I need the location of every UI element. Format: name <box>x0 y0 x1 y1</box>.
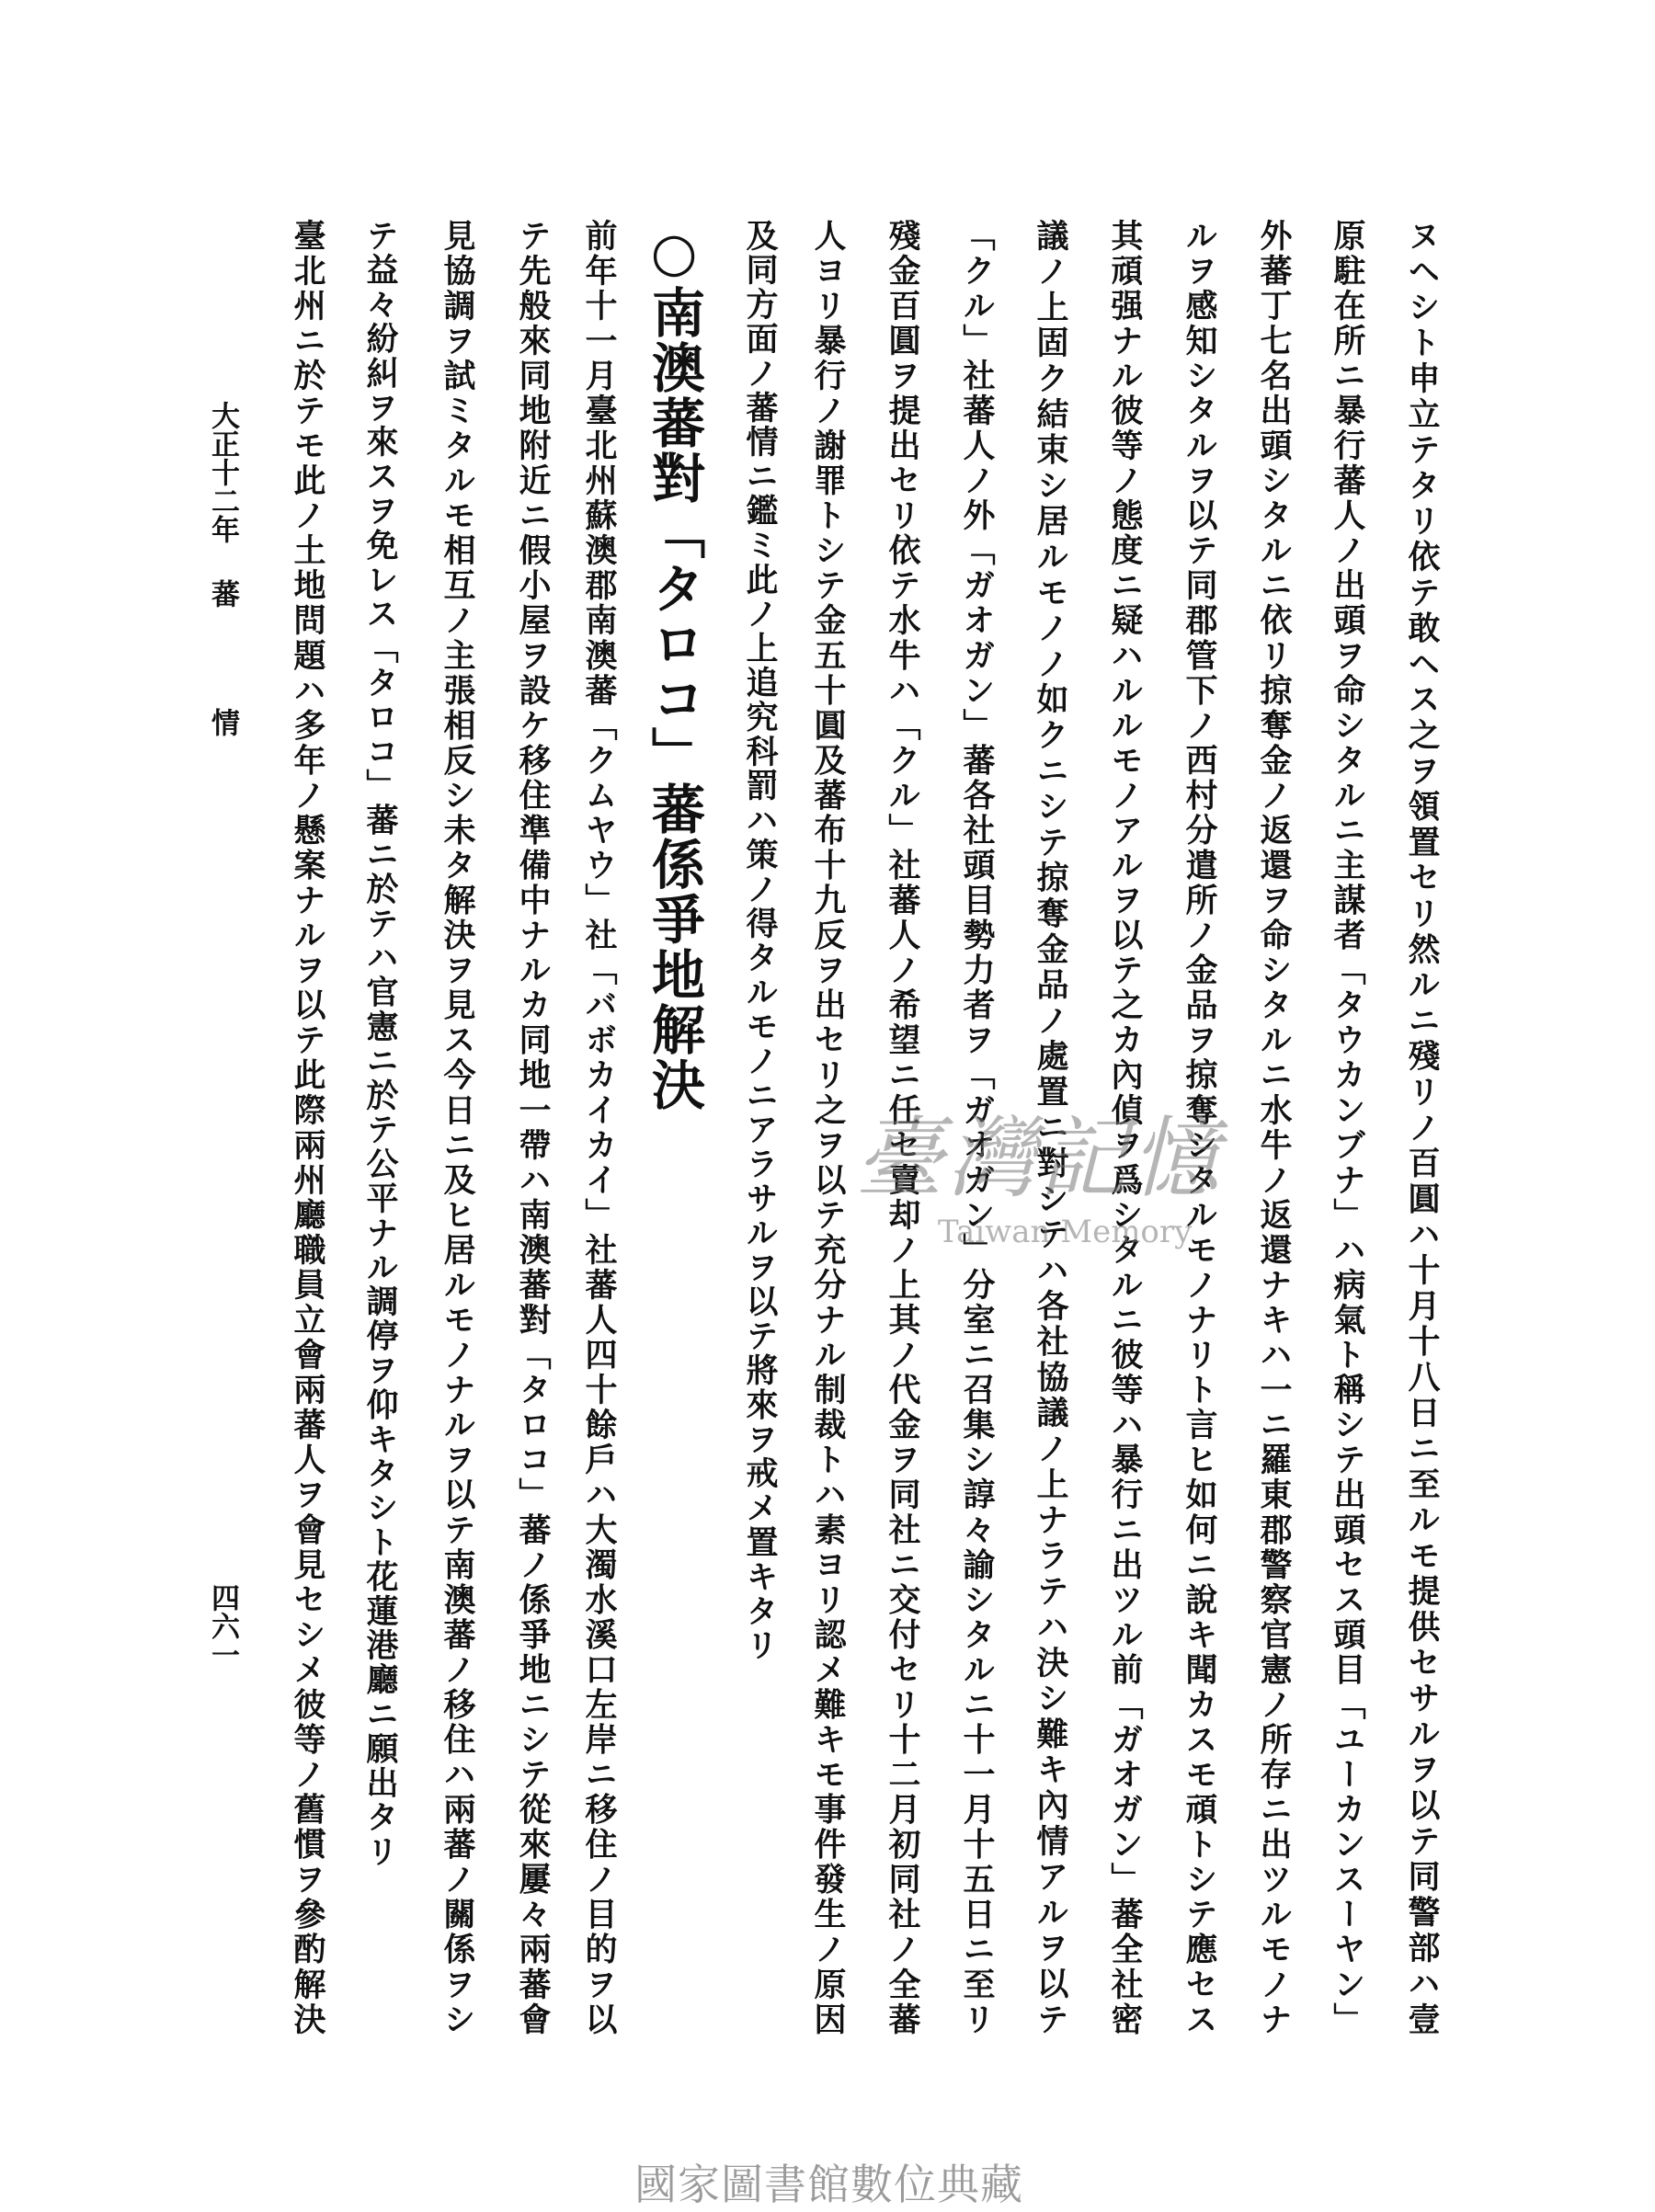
section-text-column: 見協調ヲ試ミタルモ相互ノ主張相反シ未タ解決ヲ見ス今日ニ及ヒ居ルモノナルヲ以テ南澳蕃ノ移住ハ兩蕃ノ關係ヲシ <box>439 219 476 2035</box>
section-text-column: テ先般來同地附近ニ假小屋ヲ設ケ移住準備中ナルカ同地一帶ハ南澳蕃對「タロコ」蕃ノ係爭地ニシテ從來屢々兩蕃會 <box>514 219 552 2035</box>
section-heading: ○南澳蕃對「タロコ」蕃係爭地解決 <box>643 221 705 1112</box>
text-column: 原駐在所ニ暴行蕃人ノ出頭ヲ命シタルニ主謀者「タウカンブナ」ハ病氣ト稱シテ出頭セス頭目「ユーカンスーヤン」 <box>1329 219 1366 2035</box>
text-column: 及同方面ノ蕃情ニ鑑ミ此ノ上追究科罰ハ策ノ得タルモノニアラサルヲ以テ將來ヲ戒メ置キタリ <box>741 219 779 1663</box>
page-number: 四六一 <box>206 1583 239 1669</box>
watermark-logo-text: 臺灣記憶 <box>855 1107 1223 1210</box>
running-section-1: 蕃 <box>206 579 239 608</box>
text-column: 人ヨリ暴行ノ謝罪トシテ金五十圓及蕃布十九反ヲ出セリ之ヲ以テ充分ナル制裁トハ素ヨリ認メ難キモ事件發生ノ原因 <box>809 219 847 2035</box>
text-column: ヌヘシト申立テタリ依テ敢ヘス之ヲ領置セリ然ルニ殘リノ百圓ハ十月十八日ニ至ルモ提供セサルヲ以テ同警部ハ壹 <box>1403 219 1441 2035</box>
section-text-column: 臺北州ニ於テモ此ノ土地問題ハ多年ノ懸案ナルヲ以テ此際兩州廳職員立會兩蕃人ヲ會見セシメ彼等ノ舊慣ヲ參酌解決 <box>289 219 326 2035</box>
section-text-column: 前年十一月臺北州蘇澳郡南澳蕃「クムヤウ」社「バボカイカイ」社蕃人四十餘戶ハ大濁水溪口左岸ニ移住ノ目的ヲ以 <box>580 219 618 2035</box>
text-column: 議ノ上固ク結束シ居ルモノノ如クニシテ掠奪金品ノ處置ニ對シテハ各社協議ノ上ナラテハ決シ難キ內情アルヲ以テ <box>1032 219 1069 2035</box>
running-title: 大正十二年 <box>206 401 239 543</box>
text-column: 其頑强ナル彼等ノ態度ニ疑ハルルモノアルヲ以テ之カ內偵ヲ爲シタルニ彼等ハ暴行ニ出ツル前「ガオガン」蕃全社密 <box>1106 219 1144 2035</box>
section-text-column: テ益々紛糾ヲ來スヲ免レス「タロコ」蕃ニ於テハ官憲ニ於テ公平ナル調停ヲ仰キタシト花蓮港廳ニ願出タリ <box>361 219 399 1870</box>
running-section-2: 情 <box>206 708 239 736</box>
text-column: 「クル」社蕃人ノ外「ガオガン」蕃各社頭目勢力者ヲ「ガオガン」分室ニ召集シ諄々諭シタルニ十一月十五日ニ至リ <box>958 219 996 2035</box>
text-column: 外蕃丁七名出頭シタルニ依リ掠奪金ノ返還ヲ命シタルニ水牛ノ返還ナキハ一ニ羅東郡警察官憲ノ所存ニ出ツルモノナ <box>1255 219 1293 2035</box>
text-column: ルヲ感知シタルヲ以テ同郡管下ノ西村分遣所ノ金品ヲ掠奪シタルモノナリト言ヒ如何ニ說キ聞カスモ頑トシテ應セス <box>1181 219 1218 2035</box>
watermark-logo-subtext: Taiwan Memory <box>938 1214 1193 1250</box>
footer-watermark: 國家圖書館數位典藏 <box>634 2160 1023 2209</box>
text-column: 殘金百圓ヲ提出セリ依テ水牛ハ「クル」社蕃人ノ希望ニ任セ賣却ノ上其ノ代金ヲ同社ニ交付セリ十二月初同社ノ全蕃 <box>884 219 921 2035</box>
